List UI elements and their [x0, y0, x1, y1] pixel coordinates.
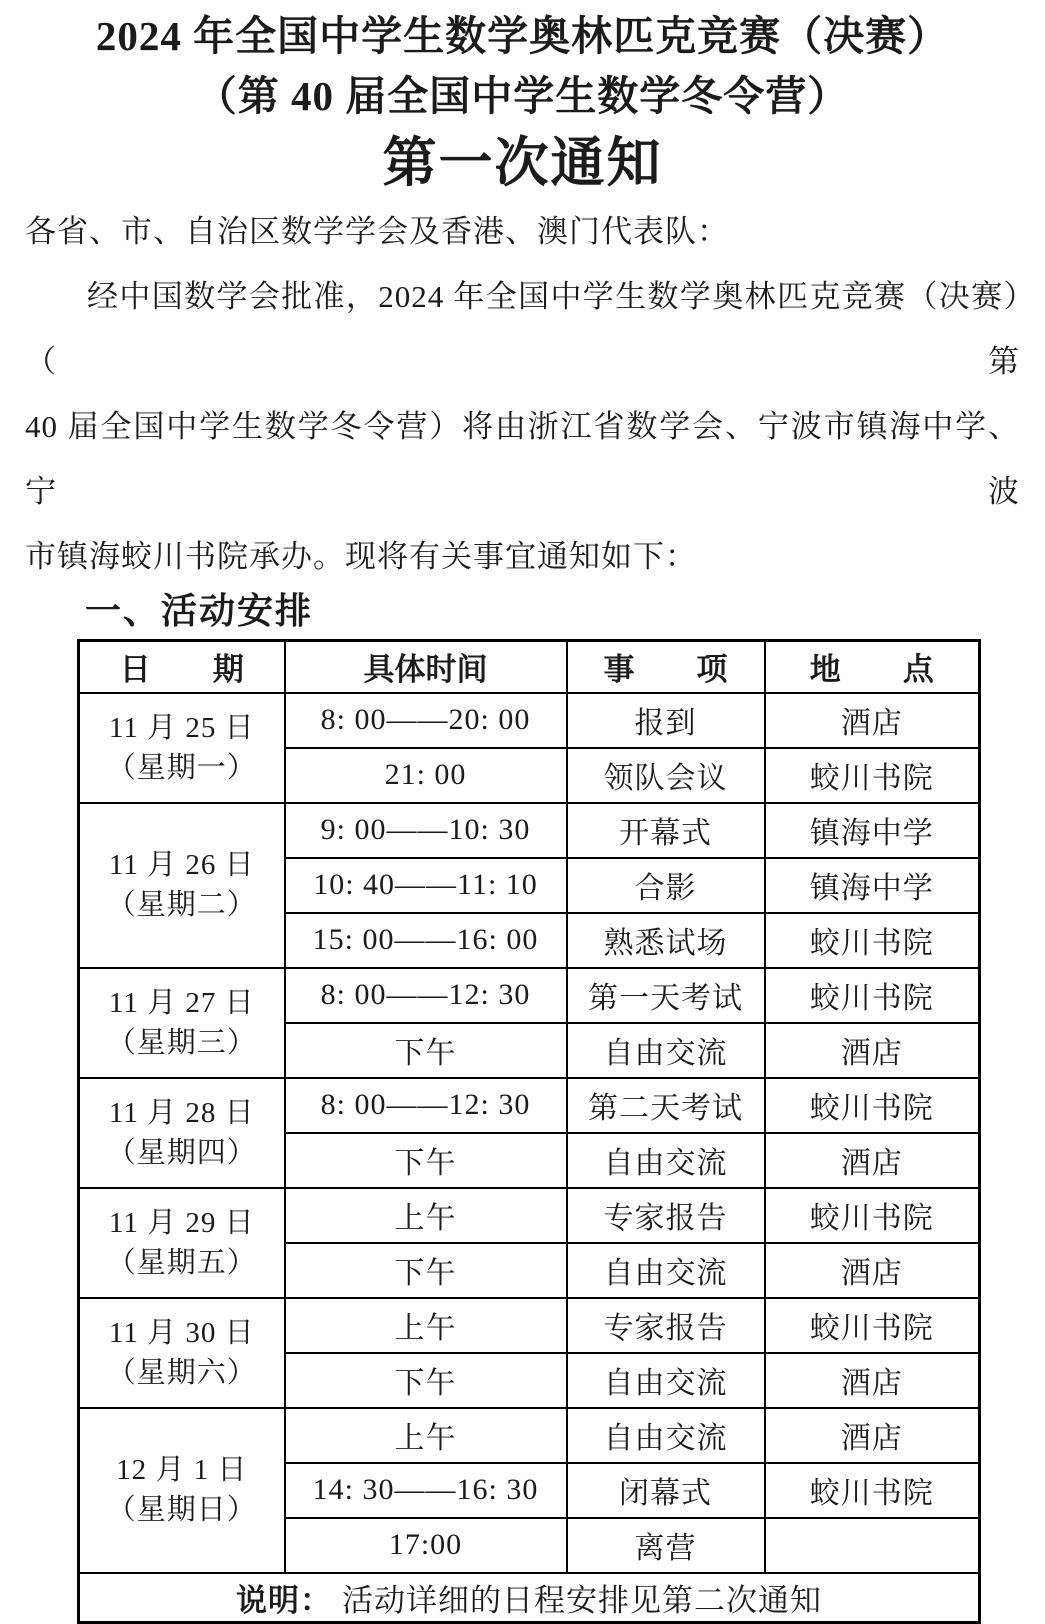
table-row: [79, 968, 980, 1023]
place-cell: 蛟川书院: [765, 1078, 980, 1133]
place-cell: 蛟川书院: [765, 1188, 980, 1243]
competition-title-line2: （第 40 届全国中学生数学冬令营）: [195, 73, 850, 119]
body-paragraph-line1: 经中国数学会批准，2024 年全国中学生数学奥林匹克竞赛（决赛）（第: [25, 279, 1020, 379]
event-cell: 合影: [567, 858, 765, 913]
event-cell: 熟悉试场: [567, 913, 765, 968]
date-text: 11 月 26 日: [108, 849, 255, 881]
time-cell: 上午: [285, 1408, 567, 1463]
event-cell: 领队会议: [567, 748, 765, 803]
event-cell: 第一天考试: [567, 968, 765, 1023]
event-cell: 自由交流: [567, 1408, 765, 1463]
time-cell: 8: 00——12: 30: [285, 968, 567, 1023]
note-cell: [79, 1573, 980, 1623]
event-cell: 第二天考试: [567, 1078, 765, 1133]
date-cell: [79, 1078, 285, 1188]
date-cell: [79, 693, 285, 803]
place-cell: 蛟川书院: [765, 968, 980, 1023]
table-header-row: [79, 641, 980, 693]
event-cell: 自由交流: [567, 1243, 765, 1298]
date-text: 11 月 29 日: [108, 1206, 255, 1239]
table-row: [79, 1408, 980, 1463]
time-cell: 下午: [285, 1243, 567, 1298]
time-cell: 上午: [285, 1298, 567, 1353]
col-header-time: 具体时间: [285, 641, 567, 693]
table-row: [79, 1188, 980, 1243]
section-heading-activity-schedule: 一、活动安排: [85, 590, 314, 631]
body-paragraph: [25, 264, 1020, 589]
time-cell: 8: 00——20: 00: [285, 693, 567, 748]
col-header-place: 地 点: [765, 641, 980, 693]
body-paragraph-line3: 市镇海蛟川书院承办。现将有关事宜通知如下：: [25, 539, 697, 574]
place-cell: [765, 1518, 980, 1573]
table-row: [79, 1298, 980, 1353]
time-cell: 10: 40——11: 10: [285, 858, 567, 913]
table-row: [79, 803, 980, 858]
event-cell: 专家报告: [567, 1298, 765, 1353]
note-text: 活动详细的日程安排见第二次通知: [342, 1582, 822, 1618]
event-cell: 自由交流: [567, 1023, 765, 1078]
weekday-text: （星期三）: [106, 1026, 257, 1059]
time-cell: 17:00: [285, 1518, 567, 1573]
table-row: [79, 1078, 980, 1133]
date-text: 11 月 30 日: [108, 1316, 255, 1349]
place-cell: 酒店: [765, 1023, 980, 1078]
place-cell: 酒店: [765, 1353, 980, 1408]
date-text: 12 月 1 日: [116, 1454, 248, 1486]
place-cell: 蛟川书院: [765, 1298, 980, 1353]
place-cell: 酒店: [765, 1408, 980, 1463]
place-cell: 镇海中学: [765, 803, 980, 858]
date-cell: [79, 1298, 285, 1408]
date-cell: [79, 968, 285, 1078]
place-cell: 蛟川书院: [765, 913, 980, 968]
place-cell: 蛟川书院: [765, 1463, 980, 1518]
time-cell: 21: 00: [285, 748, 567, 803]
weekday-text: （星期二）: [106, 889, 257, 921]
event-cell: 开幕式: [567, 803, 765, 858]
competition-title-line1: 2024 年全国中学生数学奥林匹克竞赛（决赛）: [95, 13, 950, 59]
time-cell: 8: 00——12: 30: [285, 1078, 567, 1133]
schedule-table: [77, 639, 981, 1624]
weekday-text: （星期六）: [106, 1356, 257, 1389]
notice-title: 第一次通知: [382, 133, 663, 193]
weekday-text: （星期四）: [106, 1136, 257, 1169]
salutation: 各省、市、自治区数学学会及香港、澳门代表队：: [25, 214, 729, 249]
date-text: 11 月 25 日: [108, 711, 255, 744]
weekday-text: （星期一）: [106, 751, 257, 784]
place-cell: 酒店: [765, 693, 980, 748]
date-text: 11 月 27 日: [108, 986, 255, 1019]
time-cell: 下午: [285, 1023, 567, 1078]
date-cell: [79, 1188, 285, 1298]
weekday-text: （星期日）: [106, 1494, 257, 1526]
time-cell: 14: 30——16: 30: [285, 1463, 567, 1518]
date-cell: [79, 803, 285, 968]
place-cell: 酒店: [765, 1133, 980, 1188]
place-cell: 镇海中学: [765, 858, 980, 913]
place-cell: 酒店: [765, 1243, 980, 1298]
time-cell: 9: 00——10: 30: [285, 803, 567, 858]
event-cell: 闭幕式: [567, 1463, 765, 1518]
table-note-row: [79, 1573, 980, 1623]
body-paragraph-line2: 40 届全国中学生数学冬令营）将由浙江省数学会、宁波市镇海中学、宁波: [25, 409, 1020, 509]
time-cell: 15: 00——16: 00: [285, 913, 567, 968]
col-header-event: 事 项: [567, 641, 765, 693]
date-text: 11 月 28 日: [108, 1096, 255, 1129]
time-cell: 下午: [285, 1133, 567, 1188]
place-cell: 蛟川书院: [765, 748, 980, 803]
event-cell: 专家报告: [567, 1188, 765, 1243]
event-cell: 报到: [567, 693, 765, 748]
time-cell: 下午: [285, 1353, 567, 1408]
weekday-text: （星期五）: [106, 1246, 257, 1279]
note-label: 说明：: [236, 1582, 332, 1618]
table-row: [79, 693, 980, 748]
time-cell: 上午: [285, 1188, 567, 1243]
event-cell: 自由交流: [567, 1133, 765, 1188]
event-cell: 离营: [567, 1518, 765, 1573]
event-cell: 自由交流: [567, 1353, 765, 1408]
date-cell: [79, 1408, 285, 1573]
col-header-date: 日 期: [79, 641, 285, 693]
